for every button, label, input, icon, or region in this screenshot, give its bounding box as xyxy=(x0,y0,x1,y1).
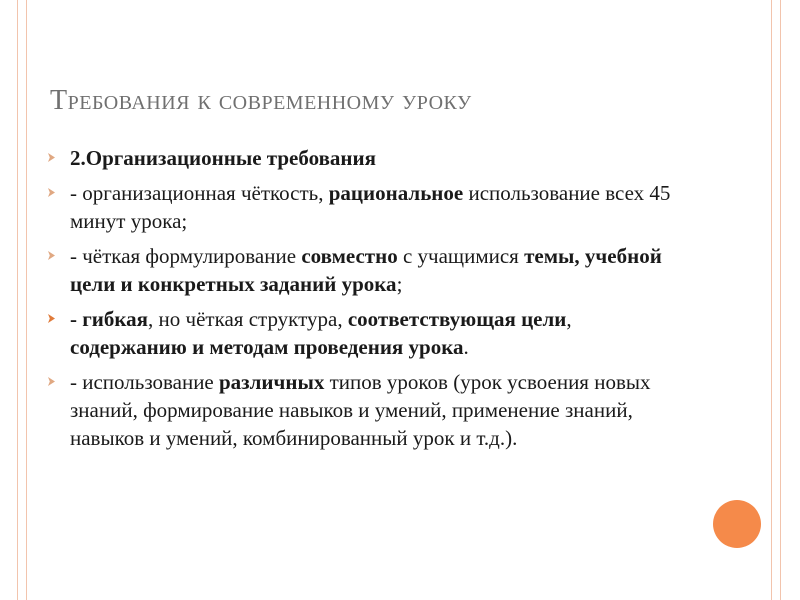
bullet-item-text xyxy=(70,370,650,450)
bold-text-run: различных xyxy=(219,370,325,394)
bold-text-run: темы, учебной цели и конкретных заданий урока xyxy=(70,244,662,296)
right-frame-border xyxy=(771,0,781,600)
decorative-orange-circle xyxy=(713,500,761,548)
text-run: ; xyxy=(396,272,403,296)
bullet-item-text xyxy=(70,307,572,359)
bullet-item xyxy=(48,305,688,361)
text-run: типов уроков (урок усвоения новых знаний, формирование навыков и умений, применение знаний, навыков и умений, комбинированный урок и т.д.). xyxy=(70,370,651,450)
bullet-arrow-icon xyxy=(48,377,55,386)
bullet-item xyxy=(48,242,688,298)
bullet-arrow-icon xyxy=(48,314,55,323)
bullet-arrow-icon xyxy=(48,153,55,162)
text-run: , но чёткая структура, xyxy=(148,307,348,331)
bullet-item xyxy=(48,144,688,172)
bullet-item-text xyxy=(70,244,662,296)
bold-text-run: рациональное xyxy=(328,181,464,205)
bold-text-run: содержанию и методам проведения урока xyxy=(70,335,464,359)
text-run: - чёткая формулирование xyxy=(70,244,302,268)
text-run: - организационная чёткость, xyxy=(70,181,329,205)
text-run: с учащимися xyxy=(397,244,525,268)
bullet-item-text xyxy=(70,146,376,170)
bold-text-run: совместно xyxy=(301,244,398,268)
text-run: . xyxy=(463,335,469,359)
slide-title: Требования к современному уроку xyxy=(50,85,472,116)
bullet-item xyxy=(48,368,688,452)
bullet-arrow-icon xyxy=(48,251,55,260)
text-run: использование всех 45 минут урока; xyxy=(70,181,671,233)
left-frame-border xyxy=(17,0,27,600)
bullet-item-text xyxy=(70,181,670,233)
bullet-arrow-icon xyxy=(48,188,55,197)
bold-text-run: 2.Организационные требования xyxy=(70,146,376,170)
bullet-list xyxy=(48,144,688,459)
bold-text-run: - гибкая xyxy=(70,307,149,331)
bold-text-run: соответствующая цели xyxy=(347,307,567,331)
text-run: , xyxy=(566,307,572,331)
bullet-item xyxy=(48,179,688,235)
text-run: - использование xyxy=(70,370,219,394)
